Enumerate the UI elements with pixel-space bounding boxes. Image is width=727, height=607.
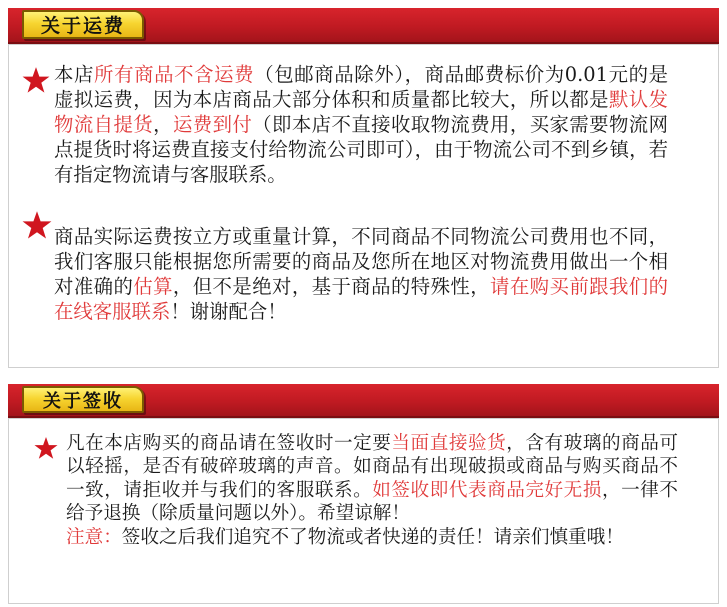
text-segment: ，一律不给予退换（除质量问题以外）。希望谅解！ [66, 479, 678, 525]
signing-section-header [8, 384, 719, 418]
highlight-text: 默认发物流自提货 [54, 88, 668, 136]
notice-label: 注意： [66, 526, 122, 548]
text-segment: 签收之后我们追究不了物流或者快递的责任！请亲们慎重哦！ [121, 526, 624, 548]
star-icon [34, 436, 58, 460]
star-icon [22, 66, 50, 94]
text-segment: 凡在本店购买的商品请在签收时一定要 [66, 433, 392, 454]
signing-section-title: 关于签收 [22, 386, 144, 413]
text-segment: ，但不是绝对，基于商品的特殊性， [172, 275, 491, 298]
highlight-text: 运费到付 [172, 113, 253, 136]
text-segment: （包邮商品除外），商品邮费标价为0.01元的是虚拟运费，因为本店商品大部分体积和质量都比较大，所以都是 [54, 63, 669, 111]
text-segment: 本店 [54, 63, 95, 86]
text-segment: ！谢谢配合！ [170, 300, 287, 323]
text-segment: （即本店不直接收取物流费用，买家需要物流网点提货时将运费直接支付给物流公司即可），由于物流公司不到乡镇，若有指定物流请与客服联系。 [54, 113, 669, 186]
highlight-text: 请在购买前跟我们的在线客服联系 [54, 275, 668, 323]
highlight-text: 如签收即代表商品完好无损 [372, 479, 602, 501]
shipping-section-title: 关于运费 [22, 10, 144, 39]
shipping-section-header [8, 8, 719, 44]
text-segment: ， [153, 113, 173, 136]
shipping-fee-paragraph [54, 62, 668, 187]
highlight-text: 所有商品不含运费 [94, 63, 255, 86]
shipping-estimate-paragraph [54, 224, 668, 324]
star-icon [22, 210, 52, 240]
highlight-text: 估算 [133, 275, 173, 298]
text-segment: 商品实际运费按立方或重量计算，不同商品不同物流公司费用也不同，我们客服只能根据您所需要的商品及您所在地区对物流费用做出一个相对准确的 [54, 225, 668, 298]
text-segment: ，含有玻璃的商品可以轻摇，是否有破碎玻璃的声音。如商品有出现破损或商品与购买商品不一致，请拒收并与我们的客服联系。 [66, 433, 678, 501]
highlight-text: 当面直接验货 [391, 433, 507, 454]
signing-paragraph [66, 432, 678, 549]
